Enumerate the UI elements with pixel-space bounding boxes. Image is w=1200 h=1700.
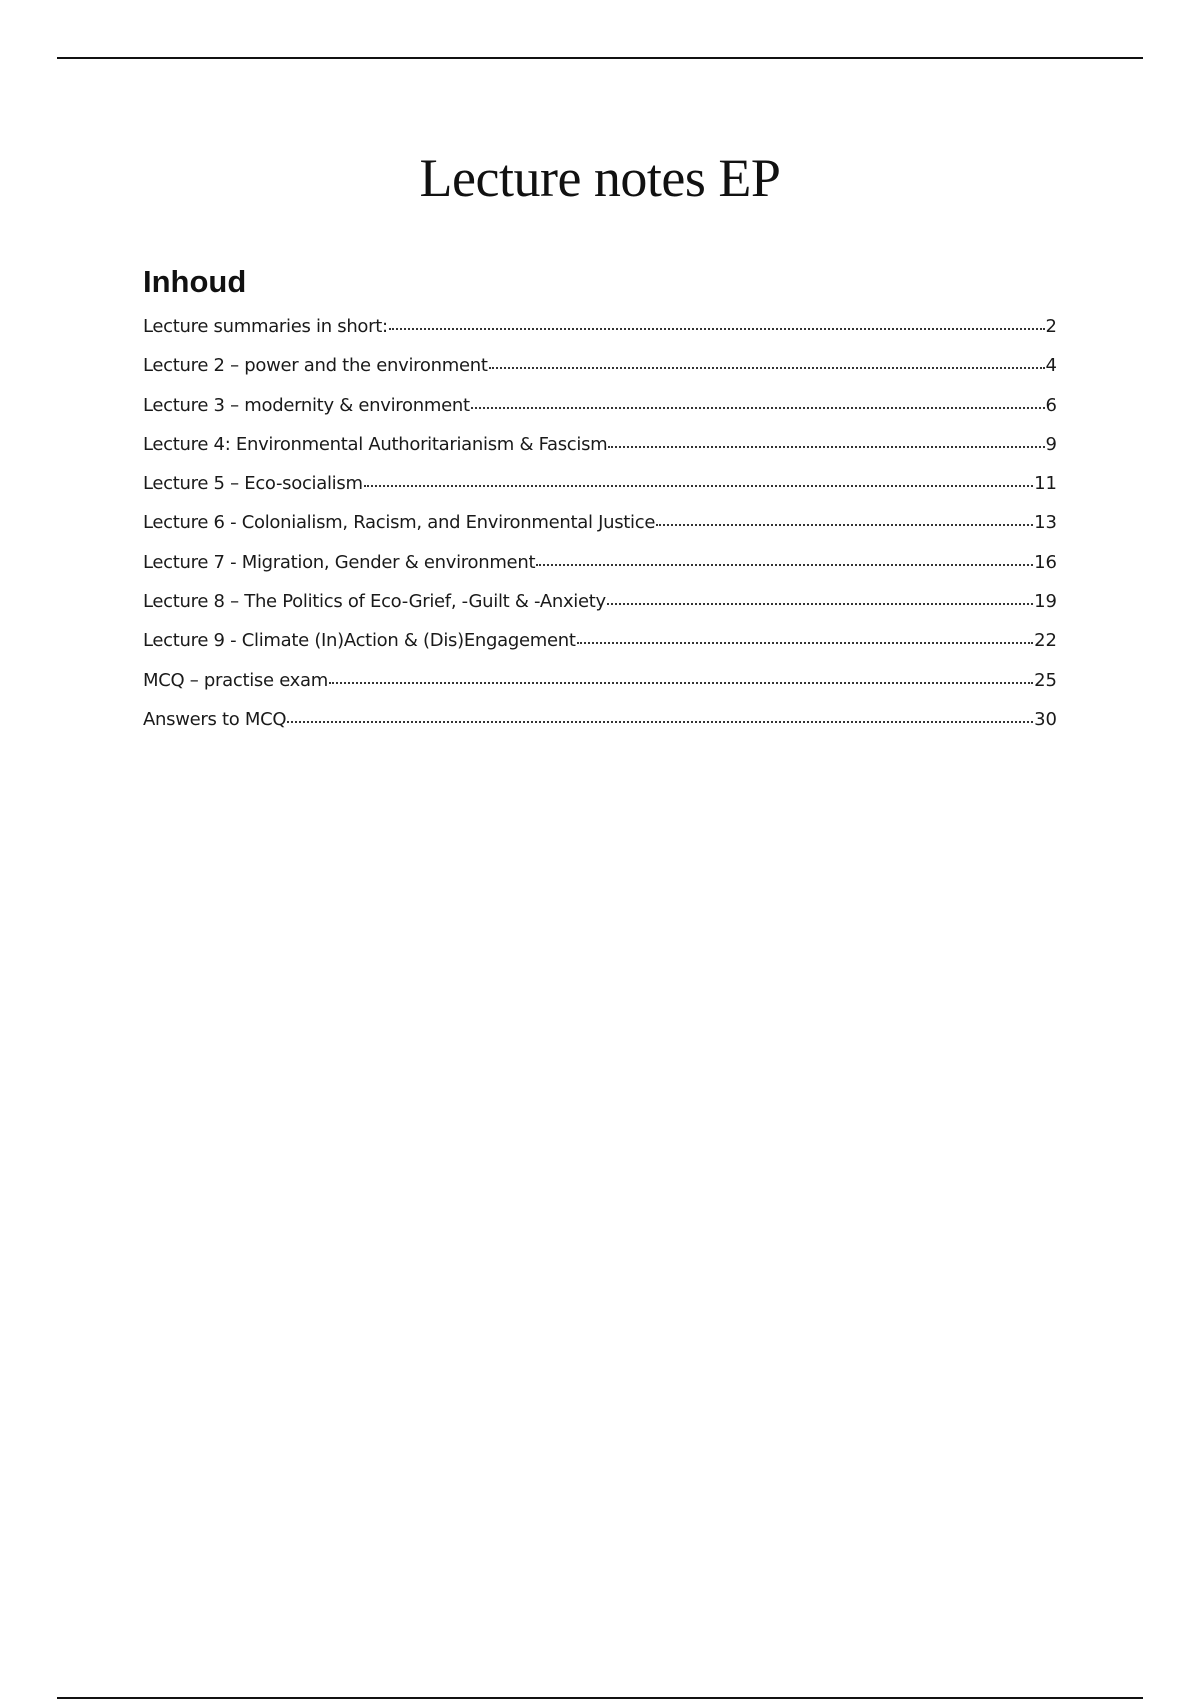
toc-entry-lecture-3[interactable] [143,392,1057,431]
toc-entry-label: Lecture 4: Environmental Authoritarianism & Fascism [143,433,608,455]
toc-entry-label: Lecture 6 - Colonialism, Racism, and Environmental Justice [143,512,656,534]
footer-rule [57,1697,1143,1699]
toc-dot-leader [577,628,1033,646]
toc-dot-leader [287,707,1033,725]
toc-dot-leader [656,510,1033,528]
header-rule [57,57,1143,59]
toc-entry-lecture-2[interactable] [143,352,1057,391]
toc-heading: Inhoud [143,264,247,299]
toc-page-number: 11 [1034,473,1057,495]
toc-dot-leader [489,353,1045,371]
document-title: Lecture notes EP [419,148,781,208]
toc-entry-label: Lecture 8 – The Politics of Eco-Grief, -Guilt & -Anxiety [143,591,606,613]
toc-entry-summaries[interactable] [143,313,1057,352]
toc-dot-leader [536,550,1033,568]
toc-entry-lecture-7[interactable] [143,549,1057,588]
toc-entry-lecture-8[interactable] [143,588,1057,627]
toc-entry-label: Lecture 2 – power and the environment [143,355,488,377]
toc-entry-mcq-answers[interactable] [143,706,1057,745]
toc-page-number: 19 [1034,591,1057,613]
toc-page-number: 9 [1045,433,1057,455]
toc-page-number: 22 [1034,630,1057,652]
toc-entry-label: Lecture 7 - Migration, Gender & environment [143,551,536,573]
toc-entry-mcq-exam[interactable] [143,667,1057,706]
toc-page-number: 6 [1045,394,1057,416]
toc-dot-leader [364,471,1033,489]
toc-page-number: 30 [1034,708,1057,730]
toc-page-number: 16 [1034,551,1057,573]
toc-dot-leader [471,393,1045,411]
toc-page-number: 4 [1045,355,1057,377]
toc-page-number: 2 [1045,316,1057,337]
toc-dot-leader [607,589,1033,607]
toc-entry-label: Lecture 3 – modernity & environment [143,394,470,416]
toc-entry-label: Answers to MCQ [143,708,287,730]
toc-entry-label: Lecture 5 – Eco-socialism [143,473,363,495]
toc-entry-label: Lecture 9 - Climate (In)Action & (Dis)Engagement [143,630,576,652]
toc-entry-lecture-5[interactable] [143,470,1057,509]
toc-entry-label: Lecture summaries in short: [143,316,388,337]
table-of-contents [143,313,1057,745]
toc-page-number: 25 [1034,669,1057,691]
toc-entry-lecture-9[interactable] [143,627,1057,666]
toc-dot-leader [329,668,1033,686]
toc-entry-lecture-6[interactable] [143,509,1057,548]
toc-page-number: 13 [1034,512,1057,534]
toc-dot-leader [389,314,1045,332]
toc-entry-lecture-4[interactable] [143,431,1057,470]
toc-dot-leader [608,432,1044,450]
toc-entry-label: MCQ – practise exam [143,669,328,691]
